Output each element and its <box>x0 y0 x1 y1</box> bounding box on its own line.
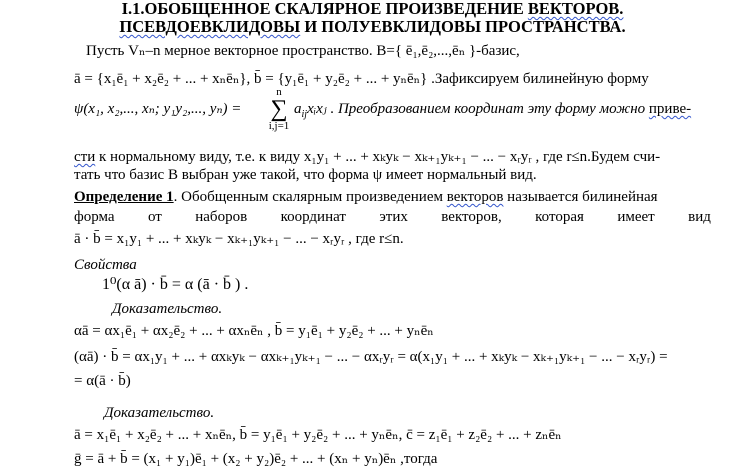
proof-2-heading <box>104 404 214 422</box>
def-word: вид <box>688 209 711 225</box>
proof-2-text: Доказательство. <box>104 405 215 421</box>
word-sti: сти <box>74 149 96 165</box>
para1-line-4 <box>74 148 660 166</box>
definition-formula: ā · b̄ = x₁y₁ + ... + xₖyₖ − xₖ₊₁yₖ₊₁ − ... − xᵣyᵣ , где r≤n. <box>74 231 404 247</box>
def-word: этих <box>379 209 408 225</box>
definition-line-1 <box>74 188 658 206</box>
proof-1-eq-2: (αā) · b̄ = αx₁y₁ + ... + αxₖyₖ − αxₖ₊₁yₖ₊₁ − ... − αxᵣyᵣ = α(x₁y₁ + ... + xₖyₖ − xₖ₊₁yₖ₊₁ − ... − xᵣyᵣ) = <box>74 349 668 365</box>
definition-word-vectors: векторов <box>446 189 504 205</box>
def-word: имеет <box>617 209 655 225</box>
summation-sign <box>266 86 292 132</box>
title-line-2-word: ПСЕВДОЕВКЛИДОВЫ <box>119 17 301 36</box>
title-line-2 <box>0 18 745 36</box>
coef-a: a <box>294 101 302 117</box>
sum-lower-limit: i,j=1 <box>268 120 290 132</box>
proof-1-heading <box>112 300 222 318</box>
para1-line-3 <box>74 100 241 118</box>
title-line-1-text: I.1.ОБОБЩЕННОЕ СКАЛЯРНОЕ ПРОИЗВЕДЕНИЕ <box>121 0 528 18</box>
definition-label: Определение 1 <box>74 189 174 205</box>
xixj: xᵢxⱼ . Преобразованием координат эту форму можно <box>307 101 649 117</box>
def-word: которая <box>535 209 584 225</box>
proof-2-eq-1: ā = x₁ē₁ + x₂ē₂ + ... + xₙēₙ, b̄ = y₁ē₁ + y₂ē₂ + ... + yₙēₙ, c̄ = z₁ē₁ + z₂ē₂ + ... + zₙēₙ <box>74 427 562 443</box>
property-1: 1⁰(α ā) · b̄ = α (ā · b̄ ) . <box>102 276 249 293</box>
psi-expression: ψ(x₁, x₂,..., xₙ; y₁y₂,..., yₙ) = <box>74 101 242 117</box>
para1-line-3-rest <box>294 100 691 124</box>
title-line-1-word: ВЕКТОРОВ. <box>527 0 624 18</box>
word-privesti: приве- <box>648 101 692 117</box>
proof-1-text: Доказательство. <box>112 301 223 317</box>
proof-2-eq-2: ḡ = ā + b̄ = (x₁ + y₁)ē₁ + (x₂ + y₂)ē₂ + ... + (xₙ + yₙ)ēₙ ,тогда <box>74 451 438 467</box>
def-word: координат <box>280 209 346 225</box>
def-word: наборов <box>195 209 248 225</box>
proof-1-eq-3: = α(ā · b̄) <box>74 373 131 389</box>
def-word: от <box>147 209 162 225</box>
para1-line-4-text: к нормальному виду, т.е. к виду x₁y₁ + ... + xₖyₖ − xₖ₊₁yₖ₊₁ − ... − xᵣyᵣ , где r≤n.Будем счи- <box>95 149 661 165</box>
proof-1-eq-1: αā = αx₁ē₁ + αx₂ē₂ + ... + αxₙēₙ , b̄ = y₁ē₁ + y₂ē₂ + ... + yₙēₙ <box>74 323 434 339</box>
para1-line-5: тать что базис B выбран уже такой, что форма ψ имеет нормальный вид. <box>74 167 537 183</box>
sum-upper-limit: n <box>276 86 282 98</box>
def-word: форма <box>74 209 115 225</box>
para1-line-2: ā = {x₁ē₁ + x₂ē₂ + ... + xₙēₙ}, b̄ = {y₁ē₁ + y₂ē₂ + ... + yₙēₙ} .Зафиксируем билинейную форму <box>74 71 649 87</box>
title-line-2-text: И ПОЛУЕВКЛИДОВЫ ПРОСТРАНСТВА. <box>300 17 626 36</box>
title-line-1 <box>0 0 745 18</box>
definition-line-2 <box>74 208 711 226</box>
para1-line-1: Пусть Vₙ–n мерное векторное пространство. B={ ē₁,ē₂,...,ēₙ }-базис, <box>86 43 520 59</box>
properties-heading <box>74 256 137 274</box>
properties-heading-text: Свойства <box>74 257 137 273</box>
definition-text-1c: называется билинейная <box>503 189 658 205</box>
coef-a-sub: ij <box>301 109 308 120</box>
def-word: векторов, <box>441 209 502 225</box>
sigma-symbol: ∑ <box>270 96 288 122</box>
definition-text-1a: . Обобщенным скалярным произведением <box>173 189 447 205</box>
